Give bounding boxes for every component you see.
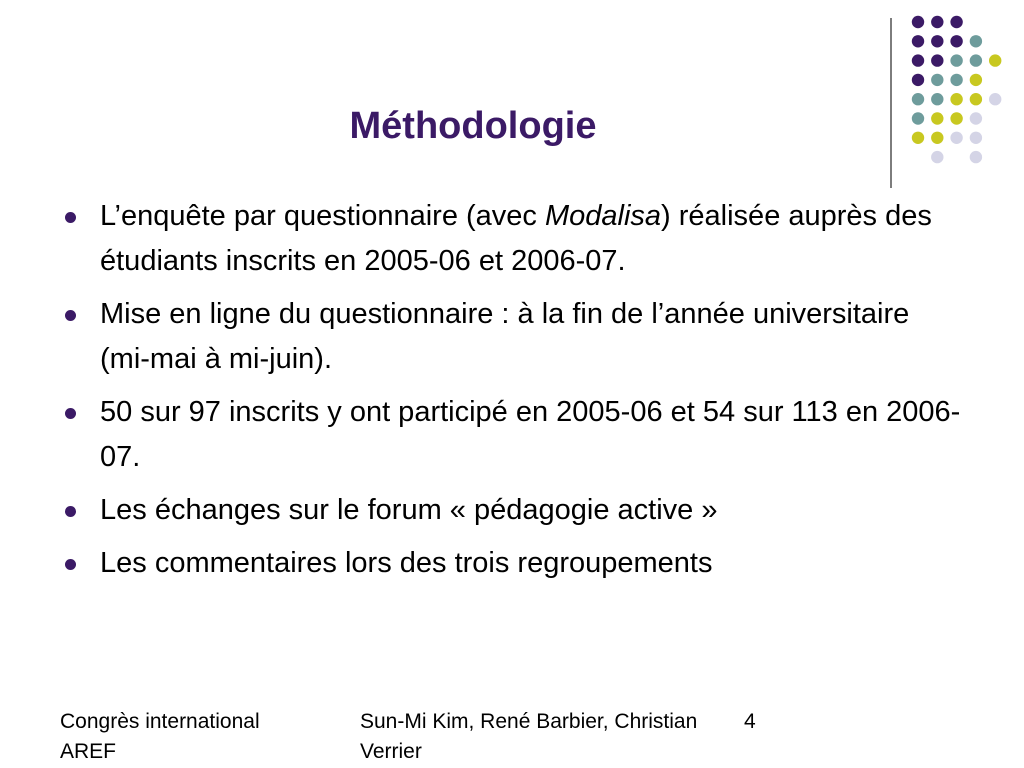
page-number: 4	[744, 710, 756, 733]
decorative-dot-icon	[931, 151, 943, 163]
decorative-dot-icon	[931, 35, 943, 47]
decorative-dot-icon	[950, 35, 962, 47]
footer-conference: Congrès international AREF	[60, 710, 260, 763]
decorative-dot-icon	[970, 54, 982, 66]
decorative-dot-icon	[970, 93, 982, 105]
decorative-dot-icon	[970, 132, 982, 144]
decorative-dot-icon	[970, 74, 982, 86]
footer-authors: Sun-Mi Kim, René Barbier, Christian Verrier	[360, 710, 698, 763]
decorative-dot-icon	[912, 54, 924, 66]
decorative-dot-icon	[970, 151, 982, 163]
decorative-dot-icon	[950, 16, 962, 28]
bullet-text: 50 sur 97 inscrits y ont participé en 2005-06 et 54 sur 113 en 2006-07.	[100, 396, 961, 473]
bullet-item	[62, 541, 962, 586]
bullet-text: Les commentaires lors des trois regroupements	[100, 547, 713, 579]
decorative-dot-icon	[931, 16, 943, 28]
bullet-dot-icon	[65, 310, 76, 321]
decorative-dot-icon	[970, 35, 982, 47]
bullet-dot-icon	[65, 506, 76, 517]
decorative-dot-icon	[950, 132, 962, 144]
bullet-item	[62, 292, 962, 382]
bullet-item	[62, 194, 962, 284]
bullet-dot-icon	[65, 559, 76, 570]
bullet-dot-icon	[65, 212, 76, 223]
decorative-dot-icon	[989, 93, 1001, 105]
bullet-list	[62, 194, 962, 594]
decorative-dot-icon	[912, 16, 924, 28]
decorative-dot-icon	[931, 74, 943, 86]
bullet-text: Les échanges sur le forum « pédagogie active »	[100, 494, 718, 526]
decorative-dot-icon	[989, 54, 1001, 66]
bullet-dot-icon	[65, 408, 76, 419]
slide-title: Méthodologie	[349, 105, 597, 147]
bullet-text: L’enquête par questionnaire (avec	[100, 200, 545, 232]
decorative-dot-icon	[950, 93, 962, 105]
bullet-text: ) réalisée auprès des étudiants inscrits en 2005-06 et 2006-07.	[100, 200, 932, 277]
decorative-dot-icon	[912, 74, 924, 86]
bullet-text: Mise en ligne du questionnaire : à la fin de l’année universitaire (mi-mai à mi-juin).	[100, 298, 910, 375]
bullet-item	[62, 390, 962, 480]
decorative-dot-icon	[931, 54, 943, 66]
decorative-dot-icon	[970, 112, 982, 124]
bullet-item	[62, 488, 962, 533]
decorative-dot-icon	[950, 74, 962, 86]
decorative-dot-icon	[912, 35, 924, 47]
decorative-dot-icon	[950, 112, 962, 124]
decorative-dot-icon	[950, 54, 962, 66]
bullet-text-italic: Modalisa	[544, 200, 662, 232]
